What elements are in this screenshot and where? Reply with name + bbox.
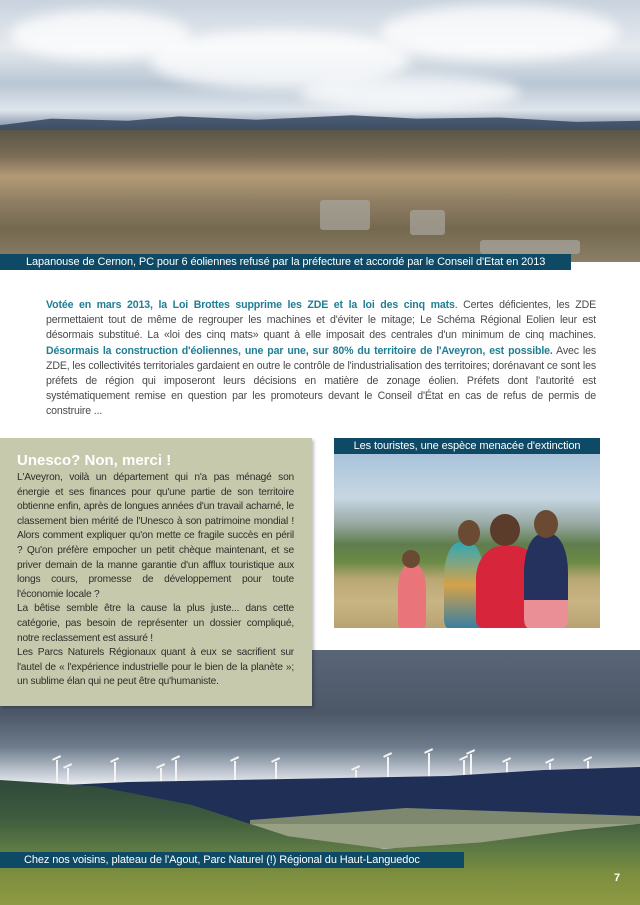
photo-caption-bottom: Chez nos voisins, plateau de l'Agout, Parc Naturel (!) Régional du Haut-Languedoc — [0, 852, 464, 868]
rock-formation — [320, 200, 370, 230]
unesco-paragraph: L'Aveyron, voilà un département qui n'a pas ménagé son énergie et ses finances pour qu'une partie de son territoire obtienne enfin, après de longues années d'un travail acharné, le classement bien mérité de l'Unesco à son patrimoine mondial ! Alors comment expliquer qu'on mette ce fragile succès en péril ? Qu'on préfère empocher un petit chèque maintenant, et se priver demain de la manne garantie d'un afflux touristique aux longs cours, promesse de développement pour toute l'économie locale ? — [17, 472, 294, 600]
woman-head — [458, 520, 480, 546]
wind-turbine — [160, 768, 162, 782]
wind-turbine — [114, 762, 116, 782]
tourists-photo — [334, 454, 600, 628]
cloud — [380, 5, 620, 60]
wind-turbine — [470, 754, 472, 778]
woman-head — [490, 514, 520, 546]
wind-turbine — [175, 760, 177, 782]
cloud — [300, 75, 520, 110]
wind-turbine — [56, 760, 58, 782]
woman-head — [534, 510, 558, 538]
rock-formation — [480, 240, 580, 254]
intro-text-1: . Certes déficientes, les ZDE permettaient tout de même de regrouper les machines et d'éviter le mitage; Le Schéma Régional Eolien leur est désormais substitué. La «loi des cinq mats» quant à elle imposait des centrales d'un minimum de cinq machines. — [46, 299, 596, 342]
unesco-paragraph: La bêtise semble être la cause la plus juste... dans cette catégorie, pas besoin de représenter un dossier compliqué, notre reclassement est assuré ! — [17, 603, 294, 644]
wind-turbine — [428, 753, 430, 779]
intro-text-2: Avec les ZDE, les collectivités territoriales gardaient en outre le contrôle de l'industrialisation des territoires; dorénavant ce sont les préfets de région qui imposeront leurs décisions en matière de zonage éolien. Préfets dont l'autorité est systématiquement remise en question par les promoteurs devant le Conseil d'État en cas de refus de permis de construire ... — [46, 344, 596, 418]
wind-turbine — [387, 757, 389, 779]
photo-caption-top: Lapanouse de Cernon, PC pour 6 éoliennes refusé par la préfecture et accordé par le Conseil d'Etat en 2013 — [0, 254, 571, 270]
wind-turbine — [275, 762, 277, 781]
unesco-paragraph: Les Parcs Naturels Régionaux quant à eux se sacrifient sur l'autel de « l'expérience industrielle pour le bien de la planète »; un sublime élan qui ne peut être qu'humaniste. — [17, 647, 294, 688]
wind-turbine — [234, 761, 236, 781]
page-number: 7 — [614, 872, 621, 884]
child-figure — [398, 564, 426, 628]
intro-paragraph — [46, 298, 596, 420]
unesco-box-body — [17, 471, 294, 690]
wind-turbine — [67, 768, 69, 782]
landscape-photo-lapanouse — [0, 0, 640, 262]
photo-caption-tourists: Les touristes, une espèce menacée d'extinction — [334, 438, 600, 454]
intro-highlight-2: Désormais la construction d'éoliennes, une par une, sur 80% du territoire de l'Aveyron, est possible. — [46, 344, 553, 357]
child-head — [402, 550, 420, 568]
woman-navy-shirt — [524, 534, 568, 628]
unesco-box-title: Unesco? Non, merci ! — [17, 452, 172, 469]
intro-highlight-1: Votée en mars 2013, la Loi Brottes supprime les ZDE et la loi des cinq mats — [46, 299, 455, 311]
unesco-sidebar-box — [0, 438, 312, 706]
rock-formation — [410, 210, 445, 235]
